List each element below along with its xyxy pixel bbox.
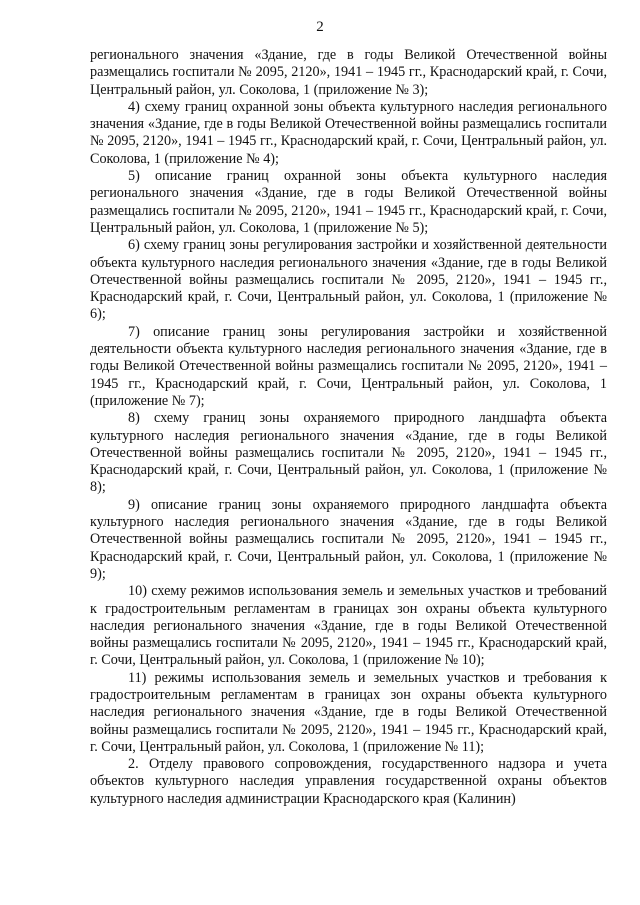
- paragraph-item-4: 4) схему границ охранной зоны объекта культурного наследия регионального значения «Здание, где в годы Великой Отечественной войны размещались госпитали № 2095, 2120», 1941 – 1945 гг., Краснодарский край, г. Сочи, Центральный район, ул. Соколова, 1 (приложение № 4);: [90, 98, 607, 167]
- paragraph-section-2: 2. Отделу правового сопровождения, государственного надзора и учета объектов культурного наследия управления государственной охраны объектов культурного наследия администрации Краснодарского края (Калинин): [90, 756, 607, 807]
- page-number: 2: [316, 19, 324, 35]
- paragraph-item-5: 5) описание границ охранной зоны объекта культурного наследия регионального значения «Здание, где в годы Великой Отечественной войны размещались госпитали № 2095, 2120», 1941 – 1945 гг., Краснодарский край, г. Сочи, Центральный район, ул. Соколова, 1 (приложение № 5);: [90, 168, 607, 236]
- paragraph-continuation: регионального значения «Здание, где в годы Великой Отечественной войны размещались госпитали № 2095, 2120», 1941 – 1945 гг., Краснодарский край, г. Сочи, Центральный район, ул. Соколова, 1 (приложение № 3);: [90, 47, 607, 98]
- document-body: [90, 47, 607, 808]
- paragraph-item-11: 11) режимы использования земель и земельных участков и требования к градостроительным регламентам в границах зон охраны объекта культурного наследия регионального значения «Здание, где в годы Великой Отечественной войны размещались госпитали № 2095, 2120», 1941 – 1945 гг., Краснодарский край, г. Сочи, Центральный район, ул. Соколова, 1 (приложение № 11);: [90, 669, 607, 755]
- paragraph-item-10: 10) схему режимов использования земель и земельных участков и требований к градостроительным регламентам в границах зон охраны объекта культурного наследия регионального значения «Здание, где в годы Великой Отечественной войны размещались госпитали № 2095, 2120», 1941 – 1945 гг., Краснодарский край, г. Сочи, Центральный район, ул. Соколова, 1 (приложение № 10);: [90, 583, 607, 669]
- paragraph-item-8: 8) схему границ зоны охраняемого природного ландшафта объекта культурного наследия регионального значения «Здание, где в годы Великой Отечественной войны размещались госпитали № 2095, 2120», 1941 – 1945 гг., Краснодарский край, г. Сочи, Центральный район, ул. Соколова, 1 (приложение № 8);: [90, 410, 607, 496]
- paragraph-item-9: 9) описание границ зоны охраняемого природного ландшафта объекта культурного наследия регионального значения «Здание, где в годы Великой Отечественной войны размещались госпитали № 2095, 2120», 1941 – 1945 гг., Краснодарский край, г. Сочи, Центральный район, ул. Соколова, 1 (приложение № 9);: [90, 496, 607, 582]
- paragraph-item-7: 7) описание границ зоны регулирования застройки и хозяйственной деятельности объекта культурного наследия регионального значения «Здание, где в годы Великой Отечественной войны размещались госпитали № 2095, 2120», 1941 – 1945 гг., Краснодарский край, г. Сочи, Центральный район, ул. Соколова, 1 (приложение № 7);: [90, 323, 607, 409]
- paragraph-item-6: 6) схему границ зоны регулирования застройки и хозяйственной деятельности объекта культурного наследия регионального значения «Здание, где в годы Великой Отечественной войны размещались госпитали № 2095, 2120», 1941 – 1945 гг., Краснодарский край, г. Сочи, Центральный район, ул. Соколова, 1 (приложение № 6);: [90, 237, 607, 323]
